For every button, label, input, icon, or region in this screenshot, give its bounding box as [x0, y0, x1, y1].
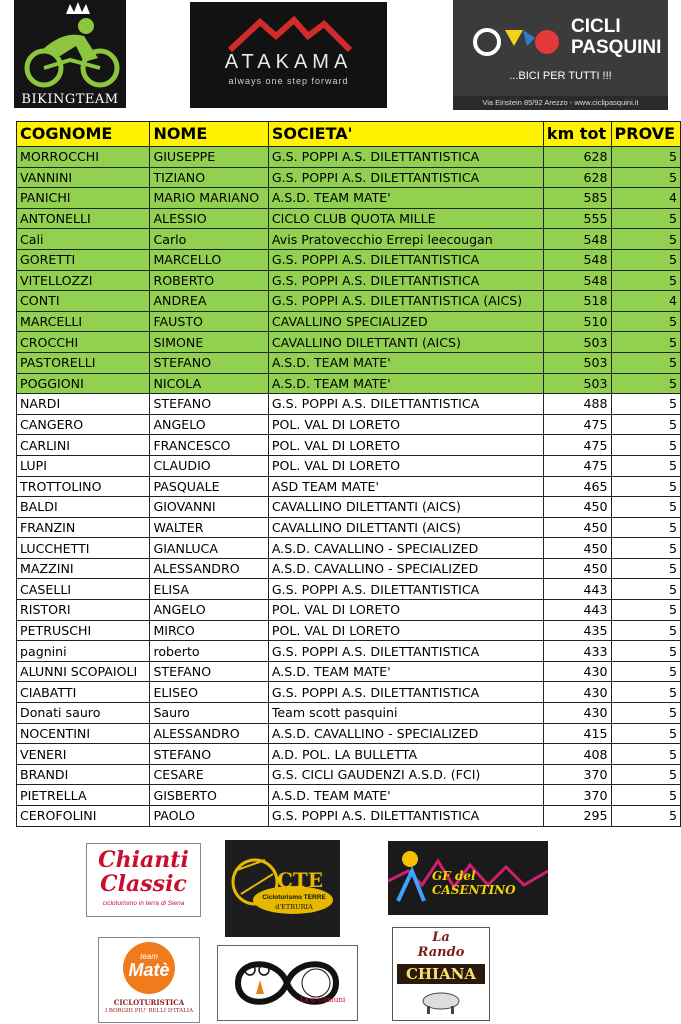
cell-km-tot: 450 — [543, 517, 611, 538]
cell-societa: CAVALLINO DILETTANTI (AICS) — [268, 332, 543, 353]
cell-societa: A.S.D. TEAM MATE' — [268, 352, 543, 373]
cell-nome: TIZIANO — [150, 167, 268, 188]
bikingteam-text: BIKINGTEAM — [21, 92, 119, 107]
cell-nome: GIANLUCA — [150, 538, 268, 559]
cell-prove: 5 — [611, 455, 680, 476]
cell-nome: FRANCESCO — [150, 435, 268, 456]
table-row — [17, 311, 681, 332]
cell-nome: STEFANO — [150, 394, 268, 415]
cte-sub1: Cicloturismo TERRE — [262, 894, 326, 901]
cell-km-tot: 430 — [543, 661, 611, 682]
header-societa: SOCIETA' — [268, 122, 543, 147]
cell-km-tot: 450 — [543, 538, 611, 559]
cell-cognome: CASELLI — [17, 579, 150, 600]
table-row — [17, 620, 681, 641]
cell-cognome: PETRUSCHI — [17, 620, 150, 641]
cell-societa: A.S.D. TEAM MATE' — [268, 785, 543, 806]
table-row — [17, 332, 681, 353]
cell-km-tot: 555 — [543, 208, 611, 229]
cell-societa: A.S.D. CAVALLINO - SPECIALIZED — [268, 723, 543, 744]
cell-km-tot: 475 — [543, 455, 611, 476]
randonnee-title: La 8 Comuni — [300, 996, 346, 1004]
cell-prove: 4 — [611, 188, 680, 209]
cell-km-tot: 370 — [543, 785, 611, 806]
cell-cognome: MAZZINI — [17, 558, 150, 579]
pasquini-logo — [453, 0, 668, 110]
cell-km-tot: 475 — [543, 435, 611, 456]
larando-line2: Rando — [417, 945, 465, 960]
cell-km-tot: 628 — [543, 147, 611, 168]
mate-line2: Matè — [128, 960, 170, 980]
cell-societa: G.S. POPPI A.S. DILETTANTISTICA — [268, 641, 543, 662]
cell-cognome: BALDI — [17, 497, 150, 518]
cell-cognome: PASTORELLI — [17, 352, 150, 373]
pasquini-title-2: PASQUINI — [571, 37, 662, 58]
table-row — [17, 744, 681, 765]
table-row — [17, 785, 681, 806]
cell-societa: G.S. CICLI GAUDENZI A.S.D. (FCI) — [268, 764, 543, 785]
cell-nome: MIRCO — [150, 620, 268, 641]
cell-km-tot: 503 — [543, 352, 611, 373]
cell-prove: 5 — [611, 661, 680, 682]
cell-nome: NICOLA — [150, 373, 268, 394]
cow-icon — [393, 986, 489, 1016]
cell-societa: POL. VAL DI LORETO — [268, 435, 543, 456]
cell-societa: A.S.D. CAVALLINO - SPECIALIZED — [268, 558, 543, 579]
cell-prove: 5 — [611, 311, 680, 332]
table-row — [17, 538, 681, 559]
results-body — [17, 147, 681, 827]
cell-prove: 5 — [611, 723, 680, 744]
table-row — [17, 394, 681, 415]
table-row — [17, 435, 681, 456]
cell-nome: GIOVANNI — [150, 497, 268, 518]
cell-nome: FAUSTO — [150, 311, 268, 332]
cell-societa: POL. VAL DI LORETO — [268, 600, 543, 621]
cell-nome: ALESSIO — [150, 208, 268, 229]
cell-societa: Avis Pratovecchio Errepi leecougan — [268, 229, 543, 250]
cell-cognome: CANGERO — [17, 414, 150, 435]
cell-cognome: VITELLOZZI — [17, 270, 150, 291]
cell-societa: G.S. POPPI A.S. DILETTANTISTICA (AICS) — [268, 291, 543, 312]
cell-societa: A.S.D. TEAM MATE' — [268, 188, 543, 209]
cell-prove: 5 — [611, 703, 680, 724]
cell-cognome: pagnini — [17, 641, 150, 662]
cell-societa: A.S.D. CAVALLINO - SPECIALIZED — [268, 538, 543, 559]
cell-cognome: PIETRELLA — [17, 785, 150, 806]
table-row — [17, 147, 681, 168]
cell-nome: GIUSEPPE — [150, 147, 268, 168]
cell-nome: STEFANO — [150, 352, 268, 373]
cell-societa: ASD TEAM MATE' — [268, 476, 543, 497]
cell-km-tot: 475 — [543, 414, 611, 435]
bikingteam-logo — [14, 0, 126, 108]
table-row — [17, 558, 681, 579]
cte-sub2: d'ETRURIA — [275, 903, 313, 911]
cell-prove: 5 — [611, 352, 680, 373]
chianti-classic-logo — [86, 843, 201, 917]
cell-km-tot: 518 — [543, 291, 611, 312]
cell-societa: POL. VAL DI LORETO — [268, 455, 543, 476]
cell-nome: Sauro — [150, 703, 268, 724]
cell-prove: 5 — [611, 497, 680, 518]
cell-prove: 5 — [611, 208, 680, 229]
cell-societa: A.S.D. TEAM MATE' — [268, 373, 543, 394]
cell-prove: 5 — [611, 394, 680, 415]
table-row — [17, 352, 681, 373]
mate-sub2: I BORGHI PIU' BELLI D'ITALIA — [104, 1008, 194, 1014]
table-row — [17, 291, 681, 312]
randonnee-logo — [217, 945, 358, 1021]
pasquini-title-1: CICLI — [571, 16, 621, 37]
cell-km-tot: 430 — [543, 703, 611, 724]
cell-nome: PASQUALE — [150, 476, 268, 497]
cte-logo — [225, 840, 340, 937]
cell-prove: 5 — [611, 414, 680, 435]
cell-societa: G.S. POPPI A.S. DILETTANTISTICA — [268, 394, 543, 415]
cell-cognome: POGGIONI — [17, 373, 150, 394]
cell-nome: MARIO MARIANO — [150, 188, 268, 209]
table-row — [17, 270, 681, 291]
cell-km-tot: 503 — [543, 373, 611, 394]
cell-societa: CAVALLINO SPECIALIZED — [268, 311, 543, 332]
header-nome: NOME — [150, 122, 268, 147]
cell-nome: MARCELLO — [150, 249, 268, 270]
cell-km-tot: 408 — [543, 744, 611, 765]
cell-cognome: Donati sauro — [17, 703, 150, 724]
pasquini-slogan: ...BICI PER TUTTI !!! — [509, 70, 612, 82]
cell-prove: 5 — [611, 332, 680, 353]
cell-prove: 5 — [611, 167, 680, 188]
table-row — [17, 703, 681, 724]
cell-prove: 5 — [611, 538, 680, 559]
cell-prove: 5 — [611, 249, 680, 270]
cell-nome: STEFANO — [150, 744, 268, 765]
table-row — [17, 455, 681, 476]
cell-nome: WALTER — [150, 517, 268, 538]
cell-km-tot: 488 — [543, 394, 611, 415]
cell-societa: CAVALLINO DILETTANTI (AICS) — [268, 497, 543, 518]
cell-nome: ANGELO — [150, 414, 268, 435]
chianti-line2: Classic — [100, 871, 187, 897]
cell-cognome: BRANDI — [17, 764, 150, 785]
cell-km-tot: 443 — [543, 579, 611, 600]
cte-title: CTE — [277, 868, 324, 892]
table-row — [17, 641, 681, 662]
bicycle-shapes-icon — [471, 12, 571, 72]
table-row — [17, 208, 681, 229]
table-row — [17, 579, 681, 600]
cell-cognome: MORROCCHI — [17, 147, 150, 168]
cell-km-tot: 585 — [543, 188, 611, 209]
cell-prove: 5 — [611, 435, 680, 456]
cell-km-tot: 548 — [543, 229, 611, 250]
cell-cognome: CROCCHI — [17, 332, 150, 353]
cell-societa: Team scott pasquini — [268, 703, 543, 724]
cell-cognome: NARDI — [17, 394, 150, 415]
cell-nome: ANGELO — [150, 600, 268, 621]
cell-prove: 5 — [611, 147, 680, 168]
cell-societa: G.S. POPPI A.S. DILETTANTISTICA — [268, 579, 543, 600]
cell-societa: CICLO CLUB QUOTA MILLE — [268, 208, 543, 229]
cell-cognome: LUCCHETTI — [17, 538, 150, 559]
cell-nome: ELISEO — [150, 682, 268, 703]
cell-societa: G.S. POPPI A.S. DILETTANTISTICA — [268, 682, 543, 703]
results-table-wrapper — [16, 121, 681, 833]
cell-prove: 5 — [611, 682, 680, 703]
cell-km-tot: 628 — [543, 167, 611, 188]
cell-prove: 5 — [611, 806, 680, 827]
larando-line3: CHIANA — [397, 964, 485, 984]
cell-prove: 5 — [611, 270, 680, 291]
table-row — [17, 806, 681, 827]
team-mate-logo — [98, 937, 200, 1023]
la-rando-chiana-logo — [392, 927, 490, 1021]
table-row — [17, 249, 681, 270]
cell-km-tot: 503 — [543, 332, 611, 353]
cell-societa: A.D. POL. LA BULLETTA — [268, 744, 543, 765]
gf-casentino-logo — [388, 841, 548, 915]
cell-km-tot: 435 — [543, 620, 611, 641]
cell-km-tot: 450 — [543, 558, 611, 579]
chianti-line1: Chianti — [98, 847, 189, 873]
chianti-sub: cicloturismo in terra di Siena — [102, 900, 185, 907]
cell-societa: POL. VAL DI LORETO — [268, 620, 543, 641]
cell-nome: GISBERTO — [150, 785, 268, 806]
cell-societa: G.S. POPPI A.S. DILETTANTISTICA — [268, 270, 543, 291]
header-prove: PROVE — [611, 122, 680, 147]
atakama-wordmark: ATAKAMA — [224, 51, 353, 73]
cell-cognome: RISTORI — [17, 600, 150, 621]
cell-km-tot: 510 — [543, 311, 611, 332]
cell-cognome: CEROFOLINI — [17, 806, 150, 827]
header-row — [17, 122, 681, 147]
cell-km-tot: 548 — [543, 270, 611, 291]
table-row — [17, 229, 681, 250]
cell-nome: Carlo — [150, 229, 268, 250]
cell-societa: G.S. POPPI A.S. DILETTANTISTICA — [268, 147, 543, 168]
cell-prove: 5 — [611, 620, 680, 641]
cell-cognome: Cali — [17, 229, 150, 250]
cell-km-tot: 450 — [543, 497, 611, 518]
table-row — [17, 764, 681, 785]
cell-nome: SIMONE — [150, 332, 268, 353]
cell-cognome: CARLINI — [17, 435, 150, 456]
cell-prove: 4 — [611, 291, 680, 312]
table-row — [17, 600, 681, 621]
larando-line1: La — [432, 930, 450, 945]
cell-societa: A.S.D. TEAM MATE' — [268, 661, 543, 682]
infinity-bike-icon — [218, 946, 357, 1020]
cell-prove: 5 — [611, 785, 680, 806]
mate-line1: team — [140, 952, 158, 961]
table-row — [17, 373, 681, 394]
cell-km-tot: 415 — [543, 723, 611, 744]
cell-prove: 5 — [611, 764, 680, 785]
cell-cognome: MARCELLI — [17, 311, 150, 332]
results-table — [16, 121, 681, 827]
cell-cognome: ALUNNI SCOPAIOLI — [17, 661, 150, 682]
cell-cognome: NOCENTINI — [17, 723, 150, 744]
cell-nome: PAOLO — [150, 806, 268, 827]
cell-prove: 5 — [611, 641, 680, 662]
cell-societa: POL. VAL DI LORETO — [268, 414, 543, 435]
table-row — [17, 497, 681, 518]
gf-title: GF del CASENTINO — [432, 869, 516, 897]
cell-nome: ALESSANDRO — [150, 723, 268, 744]
atakama-tagline: always one step forward — [228, 76, 349, 86]
cell-societa: G.S. POPPI A.S. DILETTANTISTICA — [268, 806, 543, 827]
table-row — [17, 476, 681, 497]
cell-cognome: PANICHI — [17, 188, 150, 209]
cell-nome: CESARE — [150, 764, 268, 785]
cell-nome: ROBERTO — [150, 270, 268, 291]
table-row — [17, 414, 681, 435]
cell-km-tot: 295 — [543, 806, 611, 827]
cell-km-tot: 430 — [543, 682, 611, 703]
cell-cognome: VENERI — [17, 744, 150, 765]
cell-prove: 5 — [611, 373, 680, 394]
cell-societa: G.S. POPPI A.S. DILETTANTISTICA — [268, 249, 543, 270]
table-row — [17, 167, 681, 188]
cell-cognome: GORETTI — [17, 249, 150, 270]
cell-cognome: FRANZIN — [17, 517, 150, 538]
cell-prove: 5 — [611, 744, 680, 765]
cell-nome: ELISA — [150, 579, 268, 600]
cell-prove: 5 — [611, 229, 680, 250]
mate-sub1: CICLOTURISTICA — [113, 998, 185, 1007]
cell-prove: 5 — [611, 579, 680, 600]
cell-prove: 5 — [611, 558, 680, 579]
cell-km-tot: 465 — [543, 476, 611, 497]
table-row — [17, 661, 681, 682]
cell-cognome: ANTONELLI — [17, 208, 150, 229]
cell-cognome: VANNINI — [17, 167, 150, 188]
cell-societa: CAVALLINO DILETTANTI (AICS) — [268, 517, 543, 538]
cell-prove: 5 — [611, 476, 680, 497]
cell-nome: CLAUDIO — [150, 455, 268, 476]
cell-prove: 5 — [611, 600, 680, 621]
cell-cognome: TROTTOLINO — [17, 476, 150, 497]
table-row — [17, 682, 681, 703]
cell-km-tot: 548 — [543, 249, 611, 270]
cell-nome: roberto — [150, 641, 268, 662]
table-row — [17, 723, 681, 744]
header-cognome: COGNOME — [17, 122, 150, 147]
cell-km-tot: 443 — [543, 600, 611, 621]
cell-prove: 5 — [611, 517, 680, 538]
atakama-logo — [190, 2, 387, 108]
cell-nome: ALESSANDRO — [150, 558, 268, 579]
cell-km-tot: 433 — [543, 641, 611, 662]
cell-cognome: CIABATTI — [17, 682, 150, 703]
header-km-tot: km tot — [543, 122, 611, 147]
pasquini-address: Via Einstein 85/92 Arezzo - www.ciclipasquini.it — [453, 96, 668, 110]
cell-cognome: CONTI — [17, 291, 150, 312]
table-row — [17, 188, 681, 209]
cell-km-tot: 370 — [543, 764, 611, 785]
cell-cognome: LUPI — [17, 455, 150, 476]
cell-societa: G.S. POPPI A.S. DILETTANTISTICA — [268, 167, 543, 188]
table-row — [17, 517, 681, 538]
cell-nome: STEFANO — [150, 661, 268, 682]
cell-nome: ANDREA — [150, 291, 268, 312]
